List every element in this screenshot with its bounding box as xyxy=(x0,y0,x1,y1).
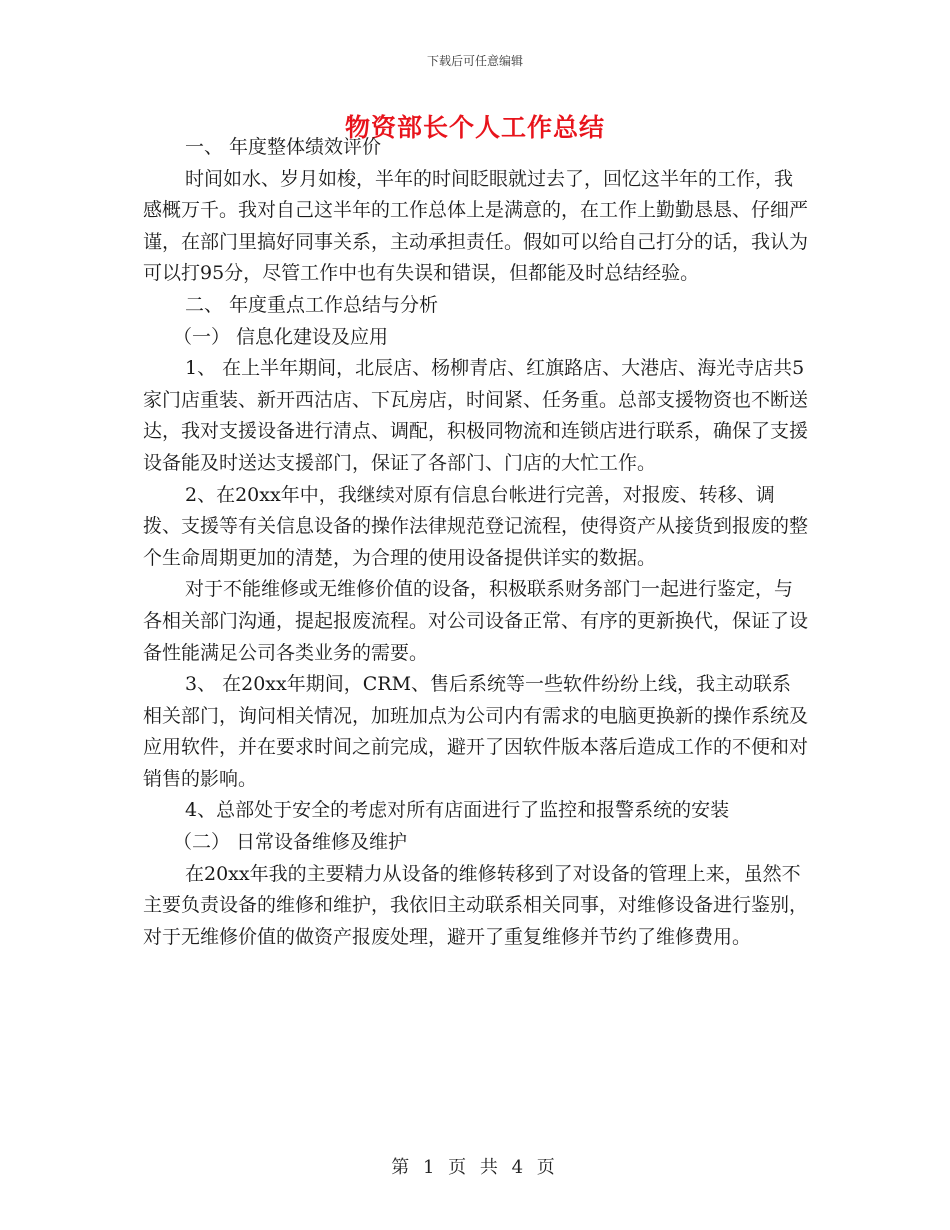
document-title: 物资部长个人工作总结 xyxy=(344,113,605,142)
paragraph-item-1: 1、 在上半年期间，北辰店、杨柳青店、红旗路店、大港店、海光寺店共5家门店重装、新开西沽店、下瓦房店，时间紧、任务重。总部支援物资也不断送达，我对支援设备进行清点、调配，积极同物流和连锁店进行联系，确保了支援设备能及时送达支援部门，保证了各部门、门店的大忙工作。 xyxy=(143,357,809,474)
header-note: 下载后可任意编辑 xyxy=(426,54,523,68)
subsection-heading-2: （二） 日常设备维修及维护 xyxy=(173,831,408,854)
document-body xyxy=(143,132,808,953)
paragraph-item-2: 2、在20xx年中，我继续对原有信息台帐进行完善，对报废、转移、调拨、支援等有关信息设备的操作法律规范登记流程，使得资产从接货到报废的整个生命周期更加的清楚，为合理的使用设备提供详实的数据。 xyxy=(143,483,809,569)
paragraph-item-2b: 对于不能维修或无维修价值的设备，积极联系财务部门一起进行鉴定，与各相关部门沟通，提起报废流程。对公司设备正常、有序的更新换代，保证了设备性能满足公司各类业务的需要。 xyxy=(143,578,809,664)
paragraph-item-4: 4、总部处于安全的考虑对所有店面进行了监控和报警系统的安装 xyxy=(185,799,730,822)
section-heading-1: 一、 年度整体绩效评价 xyxy=(185,136,382,158)
paragraph-maintenance: 在20xx年我的主要精力从设备的维修转移到了对设备的管理上来，虽然不主要负责设备的维修和维护，我依旧主动联系相关同事，对维修设备进行鉴别，对于无维修价值的做资产报废处理，避开了重复维修并节约了维修费用。 xyxy=(143,862,809,948)
section-heading-2: 二、 年度重点工作总结与分析 xyxy=(185,293,439,316)
subsection-heading-1: （一） 信息化建设及应用 xyxy=(173,325,389,348)
paragraph-item-3: 3、 在20xx年期间，CRM、售后系统等一些软件纷纷上线，我主动联系相关部门，询问相关情况，加班加点为公司内有需求的电脑更换新的操作系统及应用软件，并在要求时间之前完成，避开了因软件版本落后造成工作的不便和对销售的影响。 xyxy=(143,673,809,790)
page-number: 第 1 页 共 4 页 xyxy=(391,1157,559,1178)
paragraph-performance: 时间如水、岁月如梭，半年的时间眨眼就过去了，回忆这半年的工作，我感概万千。我对自己这半年的工作总体上是满意的，在工作上勤勤恳恳、仔细严谨，在部门里搞好同事关系，主动承担责任。假如可以给自己打分的话，我认为可以打95分，尽管工作中也有失误和错误，但都能及时总结经验。 xyxy=(143,167,809,285)
